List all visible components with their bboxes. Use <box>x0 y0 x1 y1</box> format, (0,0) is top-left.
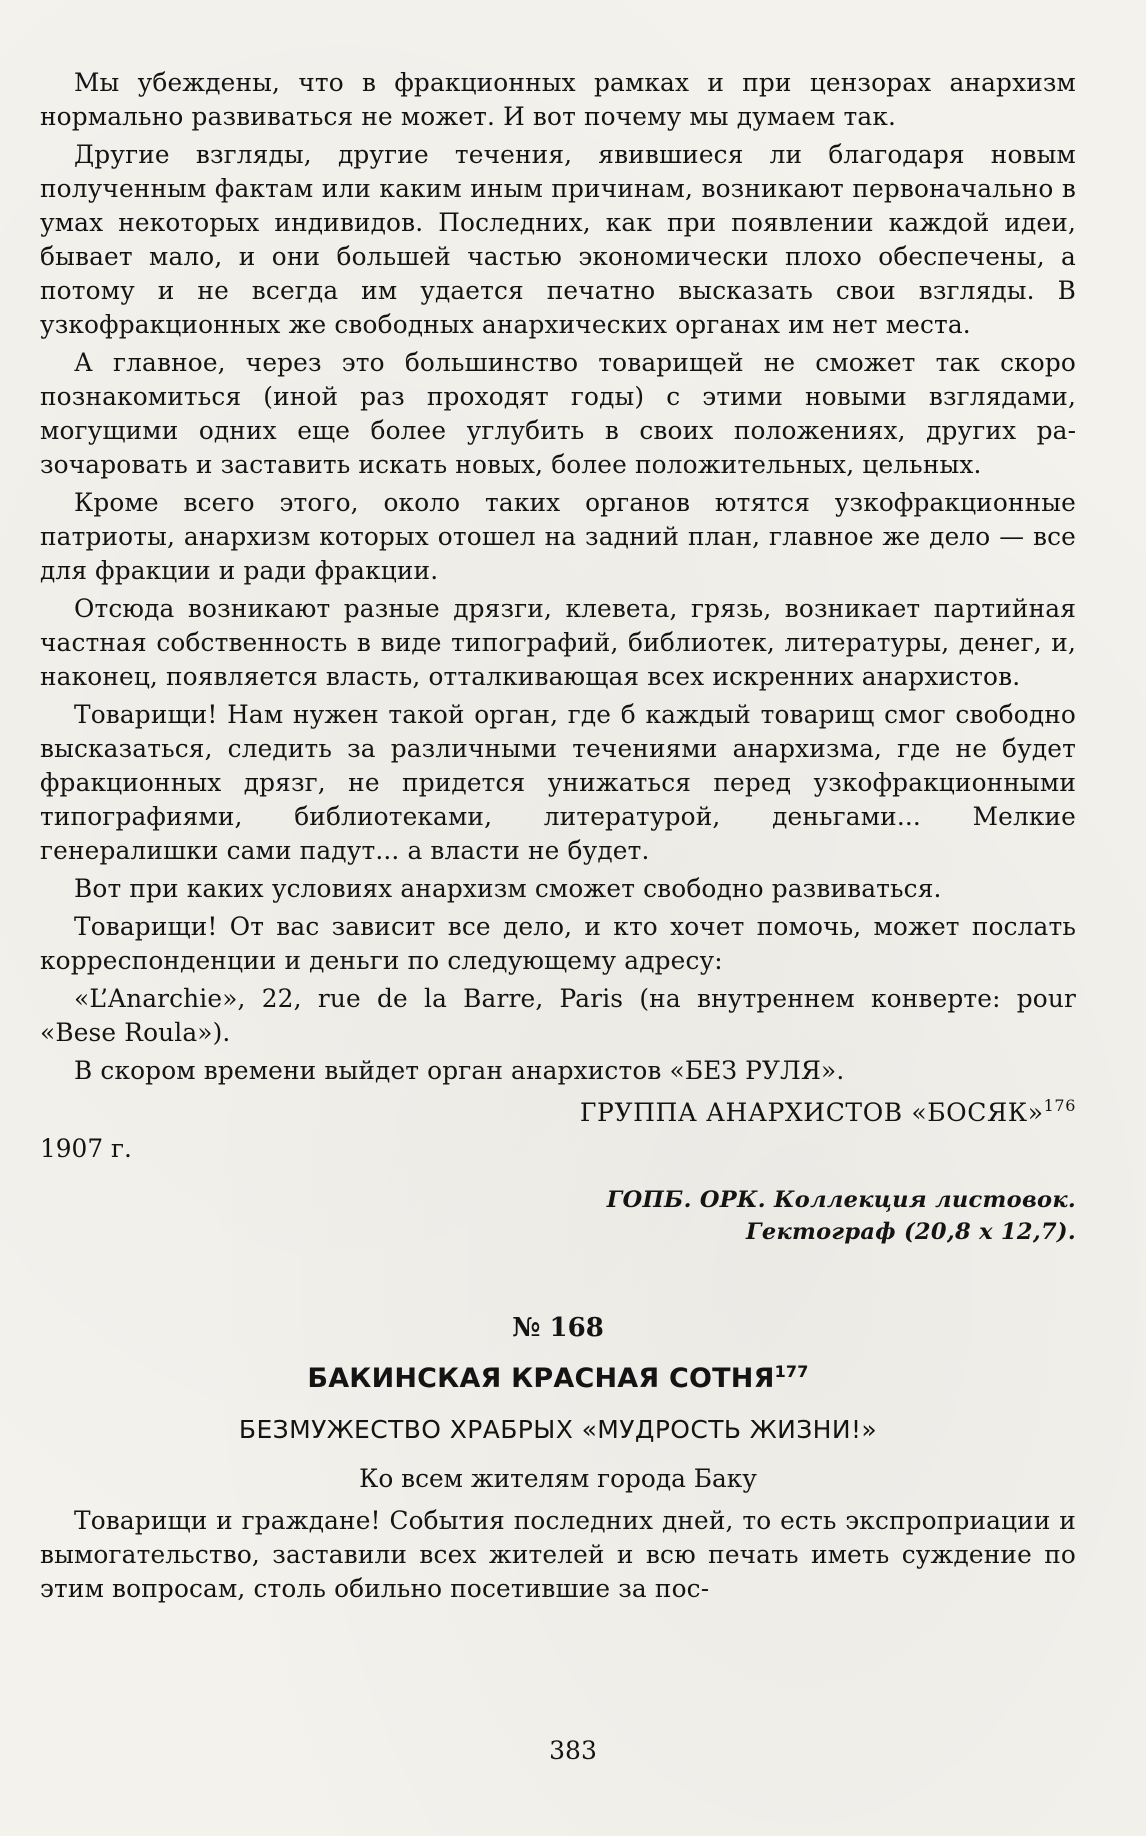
paragraph-8: Товарищи! От вас зависит все дело, и кто хочет помочь, может послать корреспонденции и деньги по следующему адресу: <box>40 912 1076 975</box>
source-line-2: Гектограф (20,8 х 12,7). <box>746 1219 1076 1245</box>
paragraph-5: Отсюда возникают разные дрязги, клевета, грязь, возникает партийная частная собственность в виде типографий, библиотек, литературы, денег, и, наконец, появляется власть, отталкивающая всех искренних анархистов. <box>40 594 1076 691</box>
archive-source <box>40 1184 1076 1248</box>
page-number: 383 <box>549 1736 597 1765</box>
paragraph-7: Вот при каких условиях анархизм сможет свободно развиваться. <box>74 874 942 903</box>
signature-footnote-ref: 176 <box>1043 1096 1076 1115</box>
paragraph-6: Товарищи! Нам нужен такой орган, где б каждый товарищ смог свободно высказаться, следить за различными течениями анархизма, где не будет фракционных дрязг, не придется унижаться перед узкофракционными типографиями, библиотеками, литературой, деньгами... Мелкие генералишки сами падут... а власти не будет. <box>40 700 1076 865</box>
heading-text: БАКИНСКАЯ КРАСНАЯ СОТНЯ <box>307 1363 775 1394</box>
document-date: 1907 г. <box>40 1134 132 1163</box>
paragraph-10: В скором времени выйдет орган анархистов «БЕЗ РУЛЯ». <box>74 1056 845 1085</box>
heading-footnote-ref: 177 <box>774 1362 809 1381</box>
paragraph-4: Кроме всего этого, около таких органов ютятся узкофракционные патриоты, анархизм которых отошел на задний план, главное же дело — все для фракции и ради фракции. <box>40 488 1076 585</box>
source-line-1: ГОПБ. ОРК. Коллекция листовок. <box>606 1187 1076 1213</box>
group-signature <box>40 1096 1076 1130</box>
text-column <box>40 66 1076 1606</box>
paragraph-9-address: «L’Anarchie», 22, rue de la Barre, Paris (на внутреннем конверте: pour «Bese Roula»). <box>40 984 1076 1047</box>
document-number: № 168 <box>512 1313 604 1343</box>
document-subheading: БЕЗМУЖЕСТВО ХРАБРЫХ «МУДРОСТЬ ЖИЗНИ!» <box>238 1415 878 1444</box>
address-line: Ко всем жителям города Баку <box>359 1464 757 1493</box>
document-heading <box>40 1360 1076 1398</box>
paragraph-1: Мы убеждены, что в фракционных рамках и при цензорах анархизм нормально развиваться не может. И вот почему мы думаем так. <box>40 68 1076 131</box>
final-paragraph: Товарищи и граждане! События последних дней, то есть экспроприации и вымогательство, заставили всех жителей и всю печать иметь суждение по этим вопросам, столь обильно посетившие за пос- <box>40 1506 1076 1603</box>
paragraph-3: А главное, через это большинство товарищей не сможет так скоро познакомиться (иной раз проходят годы) с этими новыми взглядами, могущими одних еще более углубить в своих положениях, других разочаровать и заставить искать новых, более положительных, цельных. <box>40 348 1076 479</box>
signature-text: ГРУППА АНАРХИСТОВ «БОСЯК» <box>579 1098 1044 1127</box>
paragraph-2: Другие взгляды, другие течения, явившиеся ли благодаря новым полученным фактам или каким иным причинам, возникают первоначально в умах некоторых индивидов. Последних, как при появлении каждой идеи, бывает мало, и они большей частью экономически плохо обеспечены, а потому и не всегда им удается печатно высказать свои взгляды. В узкофракционных же свободных анархических органах им нет места. <box>40 140 1076 339</box>
